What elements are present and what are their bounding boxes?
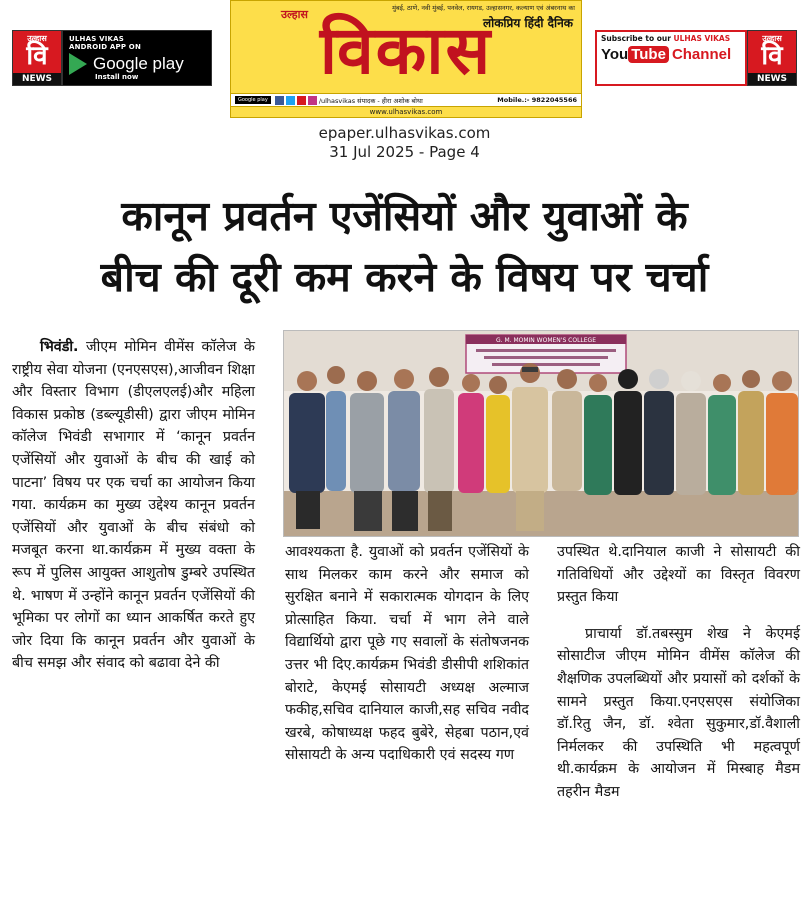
- newspaper-header: [0, 0, 809, 122]
- app-brand: ULHAS VIKAS: [69, 35, 125, 43]
- logo-news-text: NEWS: [748, 73, 796, 85]
- logo-top-text: उल्हास: [27, 34, 47, 43]
- google-play-icon: [69, 53, 87, 75]
- android-app-badge[interactable]: [12, 30, 212, 86]
- google-play-label: Google play: [93, 54, 184, 73]
- youtube-channel-badge[interactable]: [595, 30, 797, 86]
- masthead-cities: मुंबई, ठाणे, नवी मुंबई, पनवेल, रायगड, उल्हासनगर, कल्याण एवं अंबरनाथ का: [392, 4, 575, 12]
- masthead-editor-text: /ulhasvikas संपादक - हीरा अशोक बोथा: [318, 96, 423, 105]
- mini-google-play-badge: Google play: [235, 96, 271, 104]
- masthead-small-title: उल्हास: [281, 8, 308, 21]
- ulhas-vikas-news-logo: [12, 30, 62, 86]
- youtube-icon: [297, 96, 306, 105]
- article-column-2: [285, 541, 529, 767]
- logo-main-text: वि: [761, 41, 783, 71]
- instagram-icon: [308, 96, 317, 105]
- banner-college-name: G. M. MOMIN WOMEN'S COLLEGE: [495, 337, 597, 344]
- article-column-3: [557, 541, 800, 804]
- masthead-tagline: लोकप्रिय हिंदी दैनिक: [482, 16, 573, 30]
- logo-top-text: उल्हास: [762, 34, 782, 43]
- subscribe-brand: ULHAS VIKAS: [673, 34, 731, 43]
- column-3-paragraph-1: उपस्थित थे.दानियाल काजी ने सोसायटी की गतिविधियों और उद्देश्यों का विस्तृत विवरण प्रस्तुत किया: [557, 544, 800, 606]
- event-group-photo-illustration: [284, 331, 799, 537]
- epaper-info: [0, 124, 809, 162]
- install-now-text: Install now: [95, 73, 139, 81]
- masthead-mobile: Mobile.:- 9822045566: [497, 96, 577, 104]
- epaper-date-page: 31 Jul 2025 - Page 4: [329, 143, 480, 161]
- column-3-paragraph-2: प्राचार्या डॉ.तबस्सुम शेख ने केएमई सोसाटीज जीएम मोमिन वीमेंस कॉलेज की शैक्षणिक उपलब्धियों और प्रयासों को दर्शकों के सामने प्रस्तुत किया.एनएसएस संयोजिका डॉ.रितु जैन, डॉ. श्वेता सुकुमार,डॉ.वैशाली निर्मलकर की उपस्थिति भी महत्वपूर्ण थी.कार्यक्रम के आयोजन में मिस्बाह मैडम तहरीन मैडम: [557, 625, 800, 800]
- youtube-tube-icon: Tube: [628, 46, 669, 63]
- headline-line-2: बीच की दूरी कम करने के विषय पर चर्चा: [100, 253, 709, 301]
- youtube-you-text: You: [601, 46, 629, 63]
- masthead-website: www.ulhasvikas.com: [369, 108, 443, 116]
- subscribe-text: [601, 34, 741, 43]
- google-play-line1: [69, 35, 205, 51]
- headline-line-1: कानून प्रवर्तन एजेंसियों और युवाओं के: [121, 192, 688, 240]
- google-play-box[interactable]: [62, 30, 212, 86]
- subscribe-prefix: Subscribe to our: [601, 34, 671, 43]
- column-1-text: जीएम मोमिन वीमेंस कॉलेज के राष्ट्रीय सेवा योजना (एनएसएस),आजीवन शिक्षा और विस्तार विभाग (डीएलएलई)और महिला विकास प्रकोष्ठ (डब्ल्यूडीसी) द्वारा जीएम मोमिन कॉलेज भिवंडी सभागार में ‘कानून प्रवर्तन एजेंसियों और युवाओं के बीच की खाई को पाटना’ विषय पर एक चर्चा का आयोजन किया गया. कार्यक्रम का मुख्य उद्देश्य कानून प्रवर्तन एजेंसियों और युवाओं के बीच संबंधो को मजबूत करना था.कार्यक्रम में मुख्य वक्ता के रूप में पुलिस आयुक्त आशुतोष डुम्बरे उपस्थित थे. भाषण में उन्होंने कानून प्रवर्तन एजेंसियों की भूमिका पर लोगों का ध्यान आकर्षित करते हुए जोर दिया कि कानून प्रवर्तन और युवाओं के बीच समझ और संवाद को बढावा देने की: [12, 339, 256, 672]
- masthead-title: विकास: [319, 12, 493, 89]
- logo-news-text: NEWS: [13, 73, 61, 85]
- facebook-icon: [275, 96, 284, 105]
- column-2-text: आवश्यकता है. युवाओं को प्रवर्तन एजेंसियों के साथ मिलकर काम करने और समाज को सुरक्षित बनाने में सकारात्मक योगदान के लिए प्रोत्साहित किया. चर्चा में भाग लेने वाले विद्यार्थियो द्वारा पूछे गए सवालों के संतोषजनक उत्तर भी दिए.कार्यक्रम भिवंडी डीसीपी शशिकांत बोराटे, केएमई सोसायटी अध्यक्ष अल्माज फकीह,सचिव दानियाल काजी,सह सचिव नवीद खरबे, कोषाध्यक्ष फहद बुबेरे, सेहबा पठान,एवं सोसायटी के अन्य पदाधिकारी एवं सदस्य गण: [285, 544, 529, 764]
- youtube-channel-text: Channel: [671, 46, 732, 63]
- article-column-1: [12, 336, 255, 675]
- masthead: [230, 0, 582, 118]
- article-dateline: भिवंडी.: [40, 339, 79, 355]
- masthead-info-strip: [231, 93, 581, 107]
- twitter-icon: [286, 96, 295, 105]
- logo-main-text: वि: [26, 41, 48, 71]
- epaper-site[interactable]: epaper.ulhasvikas.com: [318, 124, 491, 142]
- article-headline: [0, 186, 809, 308]
- event-photo: [283, 330, 799, 537]
- youtube-subscribe-box[interactable]: [595, 30, 747, 86]
- ulhas-vikas-news-logo-right: [747, 30, 797, 86]
- android-app-on-text: ANDROID APP ON: [69, 43, 142, 51]
